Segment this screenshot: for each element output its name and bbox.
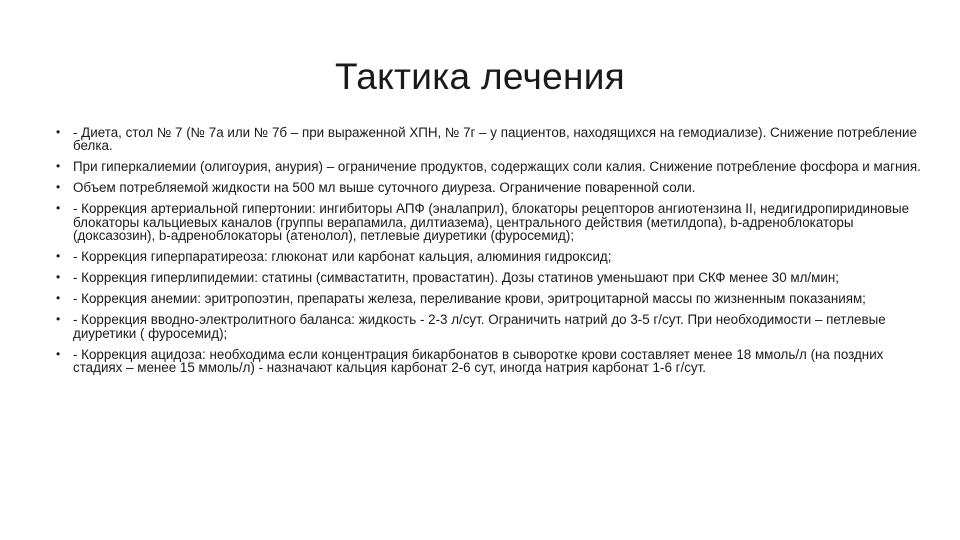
bullet-item-water-electrolyte [56, 313, 926, 340]
bullet-item-fluid-volume [56, 181, 926, 194]
bullet-item-acidosis [56, 348, 926, 375]
bullet-item-hypertension [56, 202, 926, 242]
slide-title: Тактика лечения [334, 56, 626, 97]
bullet-dot-icon: • [56, 249, 61, 264]
bullet-list [56, 126, 926, 382]
bullet-text: - Коррекция вводно-электролитного баланса: жидкость - 2-3 л/сут. Ограничить натрий до 3-5 г/сут. При необходимости – петлевые диуретики ( фуросемид); [73, 312, 886, 341]
bullet-item-diet [56, 126, 926, 153]
bullet-dot-icon: • [56, 201, 61, 216]
bullet-dot-icon: • [56, 346, 61, 361]
bullet-text: При гиперкалиемии (олигоурия, анурия) – ограничение продуктов, содержащих соли калия. Снижение потребление фосфора и магния. [73, 159, 921, 175]
bullet-text: - Диета, стол № 7 (№ 7а или № 7б – при выраженной ХПН, № 7г – у пациентов, находящихся на гемодиализе). Снижение потребление белка. [73, 125, 917, 154]
bullet-text: - Коррекция ацидоза: необходима если концентрация бикарбонатов в сыворотке крови составляет менее 18 ммоль/л (на поздних стадиях – менее 15 ммоль/л) - назначают кальция карбонат 2-6 сут, иногда натрия карбонат 1-6 г/сут. [73, 346, 884, 376]
bullet-text: - Коррекция гиперлипидемии: статины (симвастатитн, провастатин). Дозы статинов уменьшают при СКФ менее 30 мл/мин; [73, 270, 839, 286]
bullet-item-hyperlipidemia [56, 271, 926, 284]
bullet-dot-icon: • [56, 270, 61, 285]
bullet-text: - Коррекция гиперпаратиреоза: глюконат или карбонат кальция, алюминия гидроксид; [73, 249, 612, 265]
bullet-dot-icon: • [56, 291, 61, 306]
bullet-dot-icon: • [56, 159, 61, 174]
bullet-item-hyperparathyroidism [56, 250, 926, 263]
bullet-dot-icon: • [56, 312, 61, 327]
bullet-dot-icon: • [56, 180, 61, 195]
bullet-text: Объем потребляемой жидкости на 500 мл выше суточного диуреза. Ограничение поваренной соли. [73, 180, 696, 196]
bullet-item-anemia [56, 292, 926, 305]
bullet-text: - Коррекция анемии: эритропоэтин, препараты железа, переливание крови, эритроцитарной массы по жизненным показаниям; [73, 291, 866, 307]
bullet-item-hyperkalemia [56, 160, 926, 173]
bullet-text: - Коррекция артериальной гипертонии: ингибиторы АПФ (эналаприл), блокаторы рецепторов ангиотензина II, недигидропиридиновые блокаторы кальциевых каналов (группы верапамила, дилтиазема), центрального действия (метилдопа), b-адреноблокаторы (доксазозин), b-адреноблокаторы (атенолол), петлевые диуретики (фуросемид); [73, 201, 910, 244]
bullet-dot-icon: • [56, 125, 61, 139]
